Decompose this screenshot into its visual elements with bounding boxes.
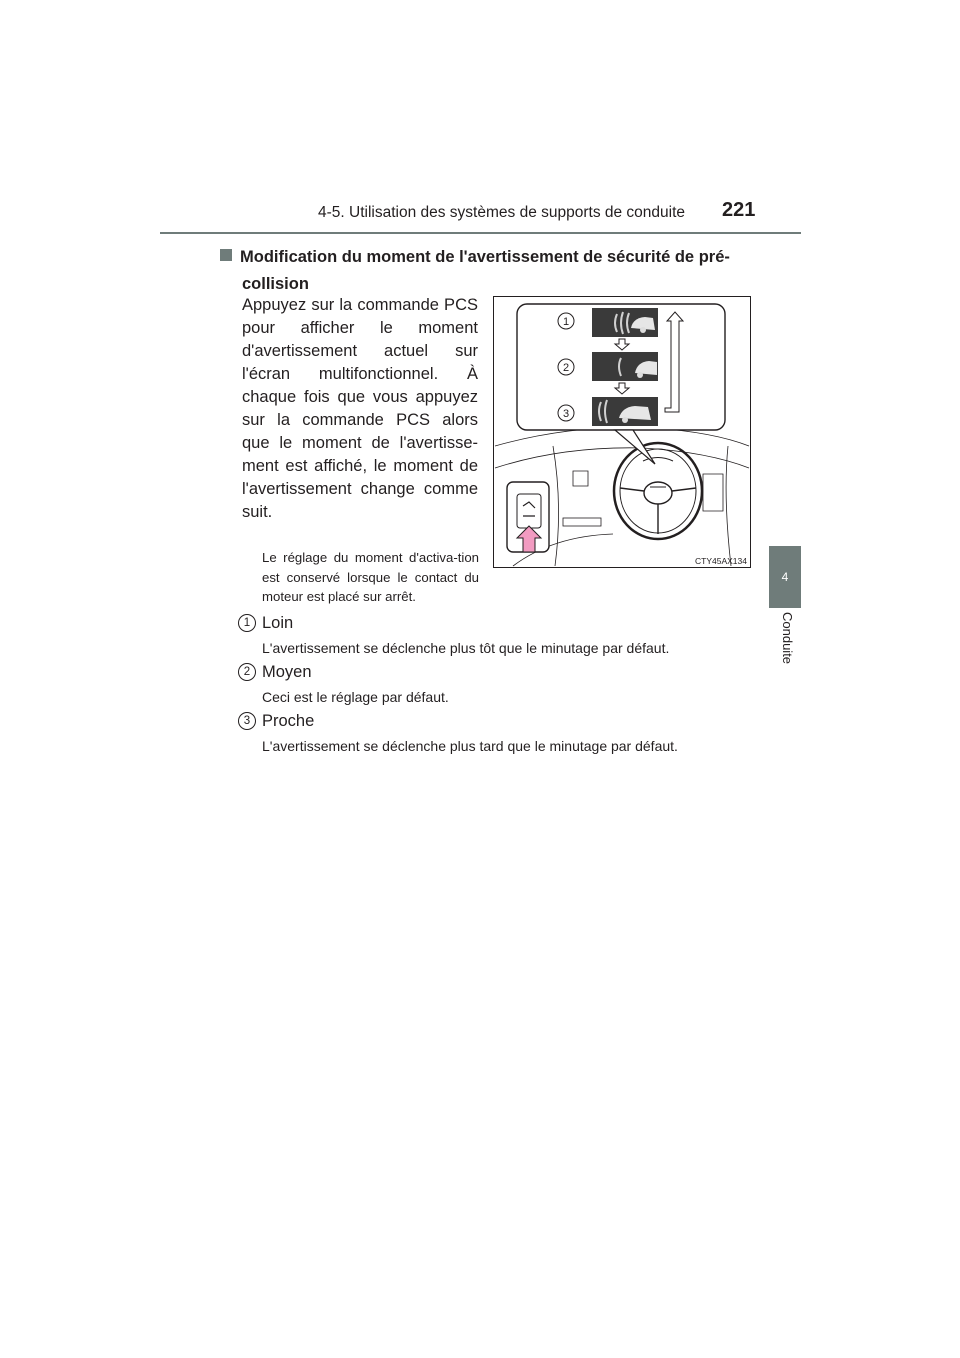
item-description: L'avertissement se déclenche plus tard que le minutage par défaut. <box>262 738 678 754</box>
callout-2: 2 <box>562 362 570 374</box>
warning-display-panels <box>592 308 658 426</box>
list-item <box>238 663 449 705</box>
item-title: Loin <box>262 614 294 632</box>
chapter-tab: 4 <box>769 546 801 608</box>
chapter-label: Conduite <box>780 612 795 665</box>
heading-line-2: collision <box>242 275 309 293</box>
item-title: Moyen <box>262 663 312 681</box>
instruction-paragraph: Appuyez sur la commande PCS pour afficher le moment d'avertissement actuel sur l'écran multifonctionnel. À chaque fois que vous appuyez sur la commande PCS alors que le moment de l'avertisse-ment est affiché, le moment de l'avertissement change comme suit. <box>242 296 478 521</box>
item-description: Ceci est le réglage par défaut. <box>262 689 449 705</box>
pcs-illustration <box>493 296 751 568</box>
section-heading <box>220 244 750 298</box>
list-item <box>238 712 678 754</box>
list-item <box>238 614 670 656</box>
item-description: L'avertissement se déclenche plus tôt que le minutage par défaut. <box>262 640 670 656</box>
figure-code: CTY45AX134 <box>695 556 747 566</box>
callout-3: 3 <box>562 408 570 420</box>
item-title: Proche <box>262 712 315 730</box>
page-number: 221 <box>722 199 756 221</box>
note-paragraph: Le réglage du moment d'activa-tion est conservé lorsque le contact du moteur est placé sur arrêt. <box>262 550 479 604</box>
heading-line-1: Modification du moment de l'avertissement de sécurité de pré- <box>240 248 730 266</box>
square-bullet-icon <box>220 249 232 261</box>
item-number: 3 <box>238 712 256 730</box>
header-divider <box>160 232 801 234</box>
callout-1: 1 <box>562 316 570 328</box>
item-number: 1 <box>238 614 256 632</box>
pcs-switch-inset <box>507 482 549 552</box>
item-number: 2 <box>238 663 256 681</box>
section-header: 4-5. Utilisation des systèmes de supports de conduite <box>318 204 686 221</box>
